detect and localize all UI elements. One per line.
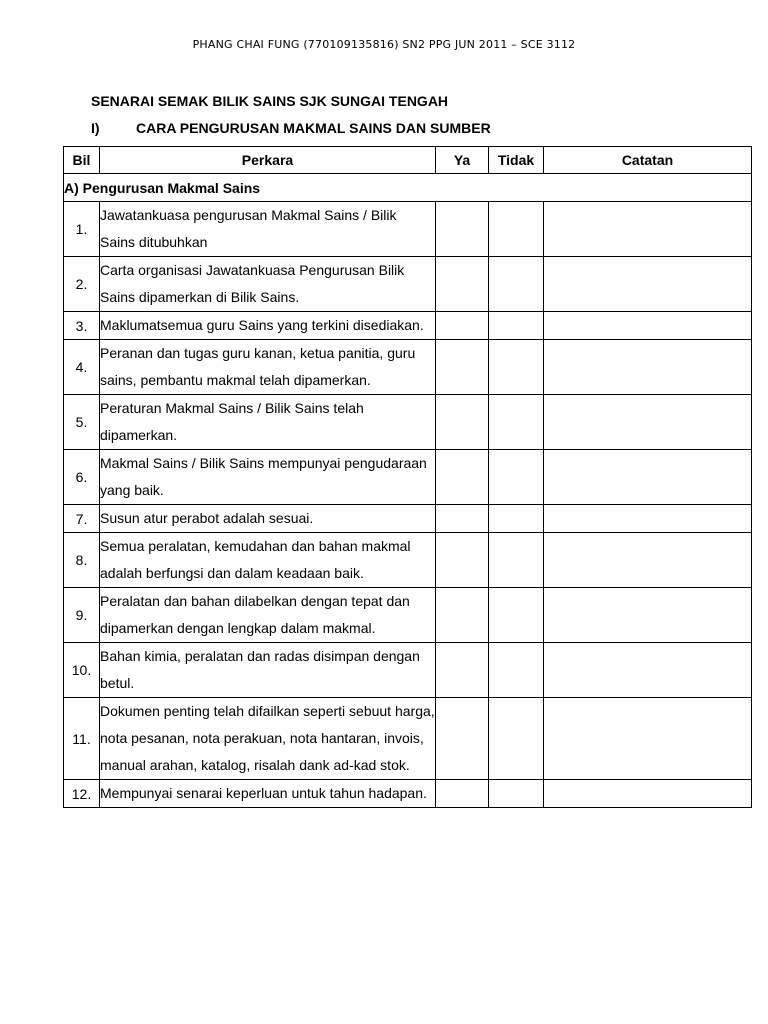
checklist-table: [63, 146, 752, 808]
tidak-cell[interactable]: [489, 312, 544, 340]
table-row: [64, 533, 752, 588]
ya-cell[interactable]: [436, 202, 489, 257]
row-perkara: Peralatan dan bahan dilabelkan dengan tepat dan dipamerkan dengan lengkap dalam makmal.: [100, 588, 436, 643]
ya-cell[interactable]: [436, 780, 489, 808]
table-row: [64, 505, 752, 533]
table-row: [64, 450, 752, 505]
row-perkara: Carta organisasi Jawatankuasa Pengurusan Bilik Sains dipamerkan di Bilik Sains.: [100, 257, 436, 312]
page-header: PHANG CHAI FUNG (770109135816) SN2 PPG JUN 2011 – SCE 3112: [192, 38, 576, 51]
ya-cell[interactable]: [436, 533, 489, 588]
ya-cell[interactable]: [436, 643, 489, 698]
row-perkara: Dokumen penting telah difailkan seperti sebuut harga, nota pesanan, nota perakuan, nota hantaran, invois, manual arahan, katalog, risalah dank ad-kad stok.: [100, 698, 436, 780]
row-number: 7.: [64, 505, 100, 533]
row-number: 5.: [64, 395, 100, 450]
row-perkara: Peraturan Makmal Sains / Bilik Sains telah dipamerkan.: [100, 395, 436, 450]
row-perkara: Maklumatsemua guru Sains yang terkini disediakan.: [100, 312, 436, 340]
tidak-cell[interactable]: [489, 450, 544, 505]
catatan-cell[interactable]: [544, 505, 752, 533]
row-perkara: Semua peralatan, kemudahan dan bahan makmal adalah berfungsi dan dalam keadaan baik.: [100, 533, 436, 588]
ya-cell[interactable]: [436, 698, 489, 780]
table-row: [64, 312, 752, 340]
subsection-label: A) Pengurusan Makmal Sains: [64, 174, 752, 202]
section-number: I): [91, 120, 100, 136]
row-number: 10.: [64, 643, 100, 698]
row-number: 12.: [64, 780, 100, 808]
table-row: [64, 698, 752, 780]
row-number: 9.: [64, 588, 100, 643]
catatan-cell[interactable]: [544, 698, 752, 780]
row-perkara: Bahan kimia, peralatan dan radas disimpan dengan betul.: [100, 643, 436, 698]
row-number: 1.: [64, 202, 100, 257]
ya-cell[interactable]: [436, 505, 489, 533]
ya-cell[interactable]: [436, 257, 489, 312]
table-header-row: [64, 147, 752, 174]
tidak-cell[interactable]: [489, 340, 544, 395]
tidak-cell[interactable]: [489, 257, 544, 312]
tidak-cell[interactable]: [489, 780, 544, 808]
section-heading: [91, 120, 491, 136]
row-number: 6.: [64, 450, 100, 505]
catatan-cell[interactable]: [544, 588, 752, 643]
table-row: [64, 780, 752, 808]
tidak-cell[interactable]: [489, 643, 544, 698]
header-perkara: Perkara: [100, 147, 436, 174]
catatan-cell[interactable]: [544, 312, 752, 340]
tidak-cell[interactable]: [489, 202, 544, 257]
tidak-cell[interactable]: [489, 505, 544, 533]
document-title: SENARAI SEMAK BILIK SAINS SJK SUNGAI TENGAH: [91, 93, 449, 109]
tidak-cell[interactable]: [489, 698, 544, 780]
row-perkara: Peranan dan tugas guru kanan, ketua panitia, guru sains, pembantu makmal telah dipamerkan.: [100, 340, 436, 395]
tidak-cell[interactable]: [489, 533, 544, 588]
catatan-cell[interactable]: [544, 643, 752, 698]
header-bil: Bil: [64, 147, 100, 174]
table-row: [64, 257, 752, 312]
ya-cell[interactable]: [436, 450, 489, 505]
ya-cell[interactable]: [436, 340, 489, 395]
row-number: 8.: [64, 533, 100, 588]
row-number: 3.: [64, 312, 100, 340]
catatan-cell[interactable]: [544, 533, 752, 588]
row-perkara: Jawatankuasa pengurusan Makmal Sains / Bilik Sains ditubuhkan: [100, 202, 436, 257]
ya-cell[interactable]: [436, 588, 489, 643]
catatan-cell[interactable]: [544, 340, 752, 395]
row-perkara: Mempunyai senarai keperluan untuk tahun hadapan.: [100, 780, 436, 808]
table-row: [64, 588, 752, 643]
catatan-cell[interactable]: [544, 780, 752, 808]
header-tidak: Tidak: [489, 147, 544, 174]
subsection-row: [64, 174, 752, 202]
ya-cell[interactable]: [436, 312, 489, 340]
tidak-cell[interactable]: [489, 395, 544, 450]
table-row: [64, 395, 752, 450]
table-row: [64, 643, 752, 698]
table-row: [64, 202, 752, 257]
table-row: [64, 340, 752, 395]
row-perkara: Susun atur perabot adalah sesuai.: [100, 505, 436, 533]
tidak-cell[interactable]: [489, 588, 544, 643]
header-catatan: Catatan: [544, 147, 752, 174]
catatan-cell[interactable]: [544, 395, 752, 450]
header-ya: Ya: [436, 147, 489, 174]
catatan-cell[interactable]: [544, 450, 752, 505]
row-number: 4.: [64, 340, 100, 395]
section-title: CARA PENGURUSAN MAKMAL SAINS DAN SUMBER: [136, 120, 491, 136]
ya-cell[interactable]: [436, 395, 489, 450]
row-number: 2.: [64, 257, 100, 312]
catatan-cell[interactable]: [544, 202, 752, 257]
row-perkara: Makmal Sains / Bilik Sains mempunyai pengudaraan yang baik.: [100, 450, 436, 505]
catatan-cell[interactable]: [544, 257, 752, 312]
row-number: 11.: [64, 698, 100, 780]
